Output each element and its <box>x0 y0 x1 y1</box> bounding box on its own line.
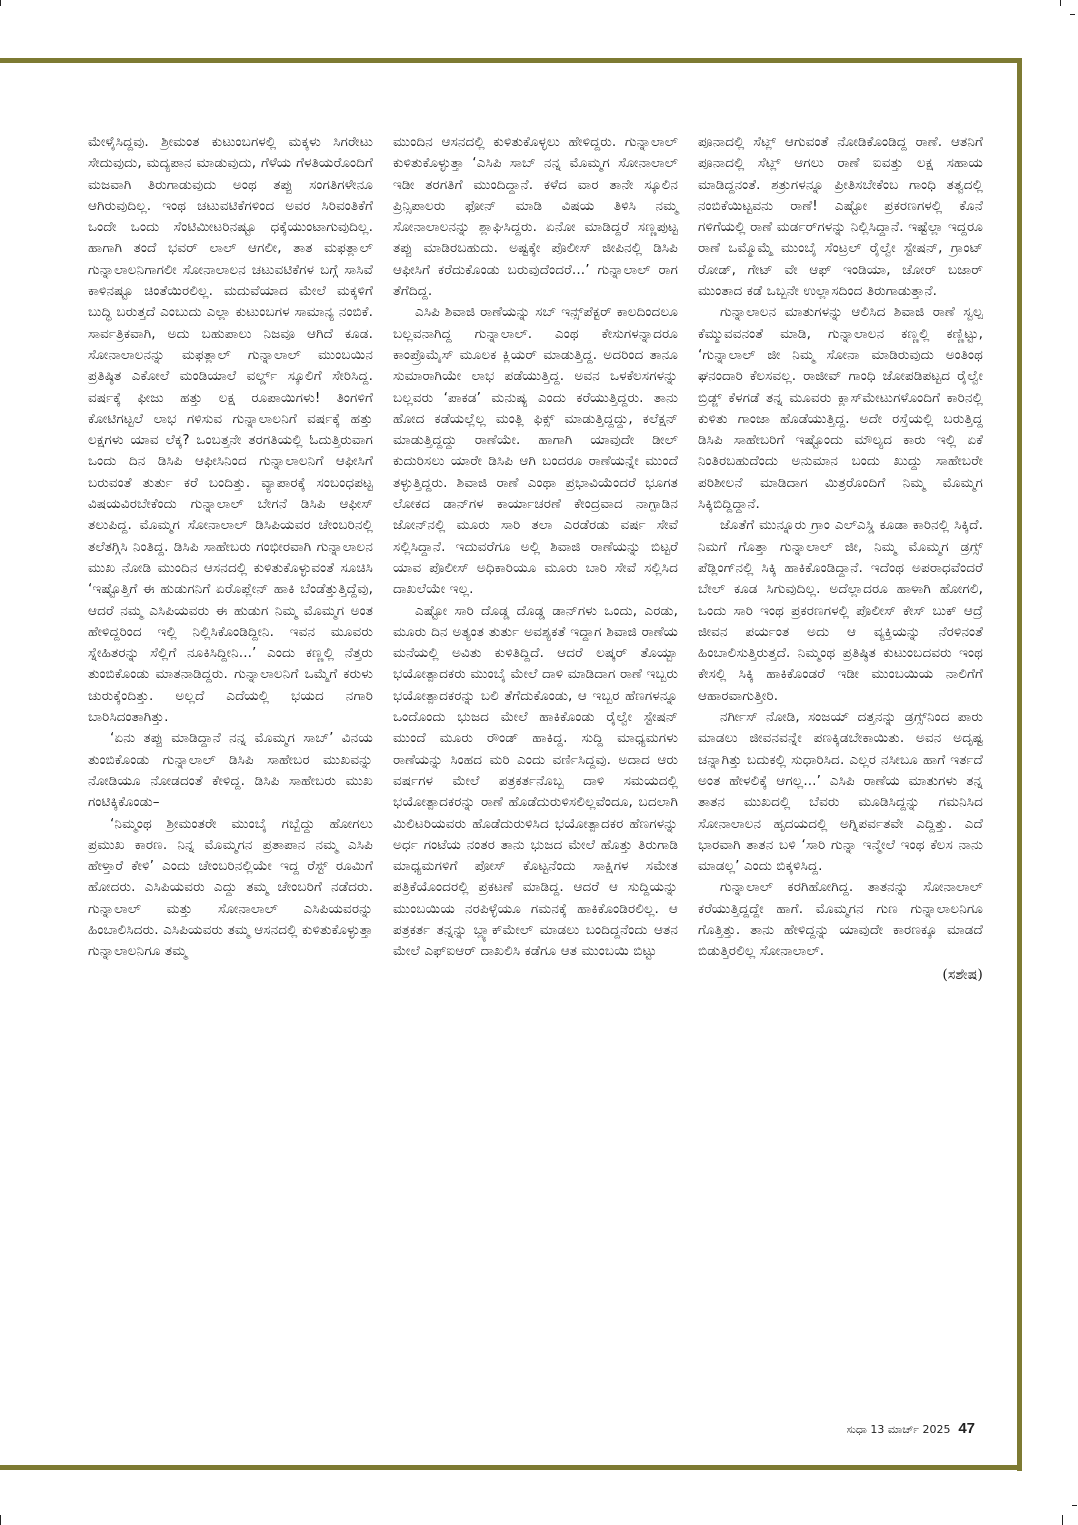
paragraph: ಎಸಿಪಿ ಶಿವಾಜಿ ರಾಣೆಯನ್ನು ಸಬ್ ಇನ್ಸ್‌ಪೆಕ್ಟರ್ ಕಾಲದಿಂದಲೂ ಬಲ್ಲವನಾಗಿದ್ದ ಗುನ್ನಾಲಾಲ್. ಎಂಥ ಕೇಸುಗಳನ್ನಾದರೂ ಕಾಂಪ್ರೊಮೈಸ್ ಮೂಲಕ ಕ್ಲಿಯರ್ ಮಾಡುತ್ತಿದ್ದ. ಅದರಿಂದ ತಾನೂ ಸುಮಾರಾಗಿಯೇ ಲಾಭ ಪಡೆಯುತ್ತಿದ್ದ. ಅವನ ಒಳಕೆಲಸಗಳನ್ನು ಬಲ್ಲವರು ‘ಪಾಕಡ’ ಮನುಷ್ಯ ಎಂದು ಕರೆಯುತ್ತಿದ್ದರು. ತಾನು ಹೋದ ಕಡೆಯಲ್ಲೆಲ್ಲ ಮಂತ್ಲಿ ಫಿಕ್ಸ್ ಮಾಡುತ್ತಿದ್ದದ್ದು, ಕಲೆಕ್ಷನ್ ಮಾಡುತ್ತಿದ್ದದ್ದು ರಾಣೆಯೇ. ಹಾಗಾಗಿ ಯಾವುದೇ ಡೀಲ್ ಕುದುರಿಸಲು ಯಾರೇ ಡಿಸಿಪಿ ಆಗಿ ಬಂದರೂ ರಾಣೆಯನ್ನೇ ಮುಂದೆ ತಳ್ಳುತ್ತಿದ್ದರು. ಶಿವಾಜಿ ರಾಣೆ ಎಂಥಾ ಪ್ರಭಾವಿಯೆಂದರೆ ಭೂಗತ ಲೋಕದ ಡಾನ್‌ಗಳ ಕಾರ್ಯಾಚರಣೆ ಕೇಂದ್ರವಾದ ನಾಗ್ಪಾಡಿನ ಜೋನ್‌ನಲ್ಲಿ ಮೂರು ಸಾರಿ ತಲಾ ಎರಡೆರಡು ವರ್ಷ ಸೇವೆ ಸಲ್ಲಿಸಿದ್ದಾನೆ. ಇದುವರೆಗೂ ಅಲ್ಲಿ ಶಿವಾಜಿ ರಾಣೆಯನ್ನು ಬಿಟ್ಟರೆ ಯಾವ ಪೊಲೀಸ್ ಅಧಿಕಾರಿಯೂ ಮೂರು ಬಾರಿ ಸೇವೆ ಸಲ್ಲಿಸಿದ ದಾಖಲೆಯೇ ಇಲ್ಲ. <box>393 304 678 598</box>
to-be-continued-label: (ಸಶೇಷ) <box>942 966 983 983</box>
paragraph: ಮುಂದಿನ ಆಸನದಲ್ಲಿ ಕುಳಿತುಕೊಳ್ಳಲು ಹೇಳಿದ್ದರು. ಗುನ್ನಾಲಾಲ್ ಕುಳಿತುಕೊಳ್ಳುತ್ತಾ ‘ಎಸಿಪಿ ಸಾಬ್ ನನ್ನ ಮೊಮ್ಮಗ ಸೋನಾಲಾಲ್ ಇಡೀ ತರಗತಿಗೆ ಮುಂದಿದ್ದಾನೆ. ಕಳೆದ ವಾರ ತಾನೇ ಸ್ಕೂಲಿನ ಪ್ರಿನ್ಸಿಪಾಲರು ಫೋನ್ ಮಾಡಿ ವಿಷಯ ತಿಳಿಸಿ ನಮ್ಮ ಸೋನಾಲಾಲನನ್ನು ಶ್ಲಾಘಿಸಿದ್ದರು. ಏನೋ ಮಾಡಿದ್ದರೆ ಸಣ್ಣಪುಟ್ಟ ತಪ್ಪು ಮಾಡಿರಬಹುದು. ಅಷ್ಟಕ್ಕೇ ಪೊಲೀಸ್ ಜೀಪಿನಲ್ಲಿ ಡಿಸಿಪಿ ಆಫೀಸಿಗೆ ಕರೆದುಕೊಂಡು ಬರುವುದೆಂದರೆ...’ ಗುನ್ನಾಲಾಲ್ ರಾಗ ತೆಗೆದಿದ್ದ. <box>393 134 678 300</box>
article-column-1 <box>88 132 373 986</box>
page-frame-bottom-border <box>0 1465 1022 1470</box>
page-frame-top-border <box>0 58 1022 63</box>
publication-date-label: ಸುಧಾ 13 ಮಾರ್ಚ್ 2025 <box>846 1423 951 1436</box>
crop-mark <box>1072 1505 1077 1506</box>
article-column-3 <box>698 132 983 986</box>
paragraph: ಎಷ್ಟೋ ಸಾರಿ ದೊಡ್ಡ ದೊಡ್ಡ ಡಾನ್‌ಗಳು ಒಂದು, ಎರಡು, ಮೂರು ದಿನ ಅತ್ಯಂತ ತುರ್ತು ಅವಶ್ಯಕತೆ ಇದ್ದಾಗ ಶಿವಾಜಿ ರಾಣೆಯ ಮನೆಯಲ್ಲಿ ಅವಿತು ಕುಳಿತಿದ್ದಿದೆ. ಆದರೆ ಲಷ್ಕರ್ ತೊಯ್ಬಾ ಭಯೋತ್ಪಾದಕರು ಮುಂಬೈ ಮೇಲೆ ದಾಳಿ ಮಾಡಿದಾಗ ರಾಣೆ ಇಬ್ಬರು ಭಯೋತ್ಪಾದಕರನ್ನು ಬಲಿ ತೆಗೆದುಕೊಂಡು, ಆ ಇಬ್ಬರ ಹೆಣಗಳನ್ನೂ ಒಂದೊಂದು ಭುಜದ ಮೇಲೆ ಹಾಕಿಕೊಂಡು ರೈಲ್ವೇ ಸ್ಟೇಷನ್ ಮುಂದೆ ಮೂರು ರೌಂಡ್ ಹಾಕಿದ್ದ. ಸುದ್ದಿ ಮಾಧ್ಯಮಗಳು ರಾಣೆಯನ್ನು ಸಿಂಹದ ಮರಿ ಎಂದು ವರ್ಣಿಸಿದ್ದವು. ಅದಾದ ಆರು ವರ್ಷಗಳ ಮೇಲೆ ಪತ್ರಕರ್ತನೊಬ್ಬ ದಾಳಿ ಸಮಯದಲ್ಲಿ ಭಯೋತ್ಪಾದಕರನ್ನು ರಾಣೆ ಹೊಡೆದುರುಳಿಸಲಿಲ್ಲವೆಂದೂ, ಬದಲಾಗಿ ಮಿಲಿಟರಿಯವರು ಹೊಡೆದುರುಳಿಸಿದ ಭಯೋತ್ಪಾದಕರ ಹೆಣಗಳನ್ನು ಅರ್ಧ ಗಂಟೆಯ ನಂತರ ತಾನು ಭುಜದ ಮೇಲೆ ಹೊತ್ತು ತಿರುಗಾಡಿ ಮಾಧ್ಯಮಗಳಿಗೆ ಪೋಸ್ ಕೊಟ್ಟನೆಂದು ಸಾಕ್ಷಿಗಳ ಸಮೇತ ಪತ್ರಿಕೆಯೊಂದರಲ್ಲಿ ಪ್ರಕಟಣೆ ಮಾಡಿದ್ದ. ಆದರೆ ಆ ಸುದ್ದಿಯನ್ನು ಮುಂಬಯಿಯ ನರಪಿಳ್ಳೆಯೂ ಗಮನಕ್ಕೆ ಹಾಕಿಕೊಂಡಿರಲಿಲ್ಲ. ಆ ಪತ್ರಕರ್ತ ತನ್ನನ್ನು ಬ್ಲ್ಯಾಕ್‌ಮೇಲ್ ಮಾಡಲು ಬಂದಿದ್ದನೆಂದು ಆತನ ಮೇಲೆ ಎಫ್‌ಐಆರ್ ದಾಖಲಿಸಿ ಕಡೆಗೂ ಆತ ಮುಂಬಯಿ ಬಿಟ್ಟು <box>393 602 678 960</box>
paragraph: ‘ಏನು ತಪ್ಪು ಮಾಡಿದ್ದಾನೆ ನನ್ನ ಮೊಮ್ಮಗ ಸಾಬ್’ ವಿನಯ ತುಂಬಿಕೊಂಡು ಗುನ್ನಾಲಾಲ್ ಡಿಸಿಪಿ ಸಾಹೇಬರ ಮುಖವನ್ನು ನೋಡಿಯೂ ನೋಡದಂತೆ ಕೇಳಿದ್ದ. ಡಿಸಿಪಿ ಸಾಹೇಬರು ಮುಖ ಗಂಟಿಕ್ಕಿಕೊಂಡು– <box>88 730 373 811</box>
crop-mark <box>0 1515 1 1525</box>
crop-mark <box>0 0 1 6</box>
paragraph: ನರ್ಗೀಸ್ ನೋಡಿ, ಸಂಜಯ್ ದತ್ತನನ್ನು ಡ್ರಗ್ಸ್‌ನಿಂದ ಪಾರು ಮಾಡಲು ಜೀವನವನ್ನೇ ಪಣಕ್ಕಿಡಬೇಕಾಯಿತು. ಅವನ ಅದೃಷ್ಟ ಚನ್ನಾಗಿತ್ತು ಬದುಕಲ್ಲಿ ಸುಧಾರಿಸಿದ. ಎಲ್ಲರ ನಸೀಬೂ ಹಾಗೆ ಇರ್ತದೆ ಅಂತ ಹೇಳಲಿಕ್ಕೆ ಆಗಲ್ಲ...’ ಎಸಿಪಿ ರಾಣೆಯ ಮಾತುಗಳು ತನ್ನ ತಾತನ ಮುಖದಲ್ಲಿ ಬೆವರು ಮೂಡಿಸಿದ್ದನ್ನು ಗಮನಿಸಿದ ಸೋನಾಲಾಲನ ಹೃದಯದಲ್ಲಿ ಅಗ್ನಿಪರ್ವತವೇ ಎದ್ದಿತ್ತು. ಎದೆ ಭಾರವಾಗಿ ತಾತನ ಬಳಿ ‘ಸಾರಿ ಗುನ್ನಾ ಇನ್ಮೇಲೆ ಇಂಥ ಕೆಲಸ ನಾನು ಮಾಡಲ್ಲ’ ಎಂದು ಬಿಕ್ಕಳಿಸಿದ್ದ. <box>698 709 983 875</box>
page-footer <box>720 1420 975 1437</box>
paragraph: ಜೊತೆಗೆ ಮುನ್ನೂರು ಗ್ರಾಂ ಎಲ್‌ಎಸ್ಡಿ ಕೂಡಾ ಕಾರಿನಲ್ಲಿ ಸಿಕ್ಕಿದೆ. ನಿಮಗೆ ಗೊತ್ತಾ ಗುನ್ನಾಲಾಲ್ ಜೀ, ನಿಮ್ಮ ಮೊಮ್ಮಗ ಡ್ರಗ್ಸ್ ಪೆಡ್ಲಿಂಗ್‌ನಲ್ಲಿ ಸಿಕ್ಕಿ ಹಾಕಿಕೊಂಡಿದ್ದಾನೆ. ಇದೆಂಥ ಅಪರಾಧವೆಂದರೆ ಬೇಲ್ ಕೂಡ ಸಿಗುವುದಿಲ್ಲ. ಅದೆಲ್ಲಾದರೂ ಹಾಳಾಗಿ ಹೋಗಲಿ, ಒಂದು ಸಾರಿ ಇಂಥ ಪ್ರಕರಣಗಳಲ್ಲಿ ಪೊಲೀಸ್ ಕೇಸ್ ಬುಕ್ ಆದ್ರೆ ಜೀವನ ಪರ್ಯಂತ ಅದು ಆ ವ್ಯಕ್ತಿಯನ್ನು ನೆರಳಿನಂತೆ ಹಿಂಬಾಲಿಸುತ್ತಿರುತ್ತದೆ. ನಿಮ್ಮಂಥ ಪ್ರತಿಷ್ಠಿತ ಕುಟುಂಬದವರು ಇಂಥ ಕೇಸಲ್ಲಿ ಸಿಕ್ಕಿ ಹಾಕಿಕೊಂಡರೆ ಇಡೀ ಮುಂಬಯಿಯ ನಾಲಿಗೆಗೆ ಆಹಾರವಾಗುತ್ತೀರಿ. <box>698 517 983 704</box>
crop-mark <box>1062 1515 1063 1525</box>
paragraph: ಮೇಳೈಸಿದ್ದವು. ಶ್ರೀಮಂತ ಕುಟುಂಬಗಳಲ್ಲಿ ಮಕ್ಕಳು ಸಿಗರೇಟು ಸೇದುವುದು, ಮದ್ಯಪಾನ ಮಾಡುವುದು, ಗೆಳೆಯ ಗೆಳತಿಯರೊಂದಿಗೆ ಮಜವಾಗಿ ತಿರುಗಾಡುವುದು ಅಂಥ ತಪ್ಪು ಸಂಗತಿಗಳೇನೂ ಆಗಿರುವುದಿಲ್ಲ. ಇಂಥ ಚಟುವಟಿಕೆಗಳಿಂದ ಅವರ ಸಿರಿವಂತಿಕೆಗೆ ಒಂದೇ ಒಂದು ಸೆಂಟಿಮೀಟರಿನಷ್ಟೂ ಧಕ್ಕೆಯುಂಟಾಗುವುದಿಲ್ಲ. ಹಾಗಾಗಿ ತಂದೆ ಭವರ್ ಲಾಲ್ ಆಗಲೀ, ತಾತ ಮಫತ್ಲಾಲ್ ಗುನ್ನಾಲಾಲನಿಗಾಗಲೀ ಸೋನಾಲಾಲನ ಚಟುವಟಿಕೆಗಳ ಬಗ್ಗೆ ಸಾಸಿವೆ ಕಾಳಿನಷ್ಟೂ ಚಿಂತೆಯಿರಲಿಲ್ಲ. ಮದುವೆಯಾದ ಮೇಲೆ ಮಕ್ಕಳಿಗೆ ಬುದ್ಧಿ ಬರುತ್ತದೆ ಎಂಬುದು ಎಲ್ಲಾ ಕುಟುಂಬಗಳ ಸಾಮಾನ್ಯ ನಂಬಿಕೆ. ಸಾರ್ವತ್ರಿಕವಾಗಿ, ಅದು ಬಹುಪಾಲು ನಿಜವೂ ಆಗಿದೆ ಕೂಡ. ಸೋನಾಲಾಲನನ್ನು ಮಫತ್ಲಾಲ್ ಗುನ್ನಾಲಾಲ್ ಮುಂಬಯಿನ ಪ್ರತಿಷ್ಠಿತ ಎಕೋಲೆ ಮಂಡಿಯಾಲೆ ವರ್ಲ್ಡ್ ಸ್ಕೂಲಿಗೆ ಸೇರಿಸಿದ್ದ. ವರ್ಷಕ್ಕೆ ಫೀಜು ಹತ್ತು ಲಕ್ಷ ರೂಪಾಯಿಗಳು! ತಿಂಗಳಿಗೆ ಕೋಟಿಗಟ್ಟಲೆ ಲಾಭ ಗಳಿಸುವ ಗುನ್ನಾಲಾಲನಿಗೆ ವರ್ಷಕ್ಕೆ ಹತ್ತು ಲಕ್ಷಗಳು ಯಾವ ಲೆಕ್ಕ? ಒಂಬತ್ತನೇ ತರಗತಿಯಲ್ಲಿ ಓದುತ್ತಿರುವಾಗ ಒಂದು ದಿನ ಡಿಸಿಪಿ ಆಫೀಸಿನಿಂದ ಗುನ್ನಾಲಾಲನಿಗೆ ಆಫೀಸಿಗೆ ಬರುವಂತೆ ತುರ್ತು ಕರೆ ಬಂದಿತ್ತು. ವ್ಯಾಪಾರಕ್ಕೆ ಸಂಬಂಧಪಟ್ಟ ವಿಷಯವಿರಬೇಕೆಂದು ಗುನ್ನಾಲಾಲ್ ಬೇಗನೆ ಡಿಸಿಪಿ ಆಫೀಸ್ ತಲುಪಿದ್ದ. ಮೊಮ್ಮಗ ಸೋನಾಲಾಲ್ ಡಿಸಿಪಿಯವರ ಚೇಂಬರಿನಲ್ಲಿ ತಲೆತಗ್ಗಿಸಿ ನಿಂತಿದ್ದ. ಡಿಸಿಪಿ ಸಾಹೇಬರು ಗಂಭೀರವಾಗಿ ಗುನ್ನಾಲಾಲನ ಮುಖ ನೋಡಿ ಮುಂದಿನ ಆಸನದಲ್ಲಿ ಕುಳಿತುಕೊಳ್ಳುವಂತೆ ಸೂಚಿಸಿ ‘ಇಷ್ಟೊತ್ತಿಗೆ ಈ ಹುಡುಗನಿಗೆ ಏರೊಪ್ಲೇನ್ ಹಾಕಿ ಬೆಂಡೆತ್ತುತ್ತಿದ್ದೆವು, ಆದರೆ ನಮ್ಮ ಎಸಿಪಿಯವರು ಈ ಹುಡುಗ ನಿಮ್ಮ ಮೊಮ್ಮಗ ಅಂತ ಹೇಳಿದ್ದರಿಂದ ಇಲ್ಲಿ ನಿಲ್ಲಿಸಿಕೊಂಡಿದ್ದೀನಿ. ಇವನ ಮೂವರು ಸ್ನೇಹಿತರನ್ನು ಸೆಲ್ಲಿಗೆ ನೂಕಿಸಿದ್ದೀನಿ...’ ಎಂದು ಕಣ್ಣಲ್ಲಿ ನೆತ್ತರು ತುಂಬಿಕೊಂಡು ಮಾತನಾಡಿದ್ದರು. ಗುನ್ನಾಲಾಲನಿಗೆ ಒಮ್ಮೆಗೆ ಕರುಳು ಚುರುಕ್ಕೆಂದಿತ್ತು. ಅಲ್ಲದೆ ಎದೆಯಲ್ಲಿ ಭಯದ ನಗಾರಿ ಬಾರಿಸಿದಂತಾಗಿತ್ತು. <box>88 134 373 726</box>
page-number: 47 <box>958 1420 975 1437</box>
paragraph: ‘ನಿಮ್ಮಂಥ ಶ್ರೀಮಂತರೇ ಮುಂಬೈ ಗಬ್ಬೆದ್ದು ಹೋಗಲು ಪ್ರಮುಖ ಕಾರಣ. ನಿನ್ನ ಮೊಮ್ಮಗನ ಪ್ರತಾಪಾನ ನಮ್ಮ ಎಸಿಪಿ ಹೇಳ್ತಾರೆ ಕೇಳಿ’ ಎಂದು ಚೇಂಬರಿನಲ್ಲಿಯೇ ಇದ್ದ ರೆಸ್ಟ್ ರೂಮಿಗೆ ಹೋದರು. ಎಸಿಪಿಯವರು ಎದ್ದು ತಮ್ಮ ಚೇಂಬರಿಗೆ ನಡೆದರು. ಗುನ್ನಾಲಾಲ್ ಮತ್ತು ಸೋನಾಲಾಲ್ ಎಸಿಪಿಯವರನ್ನು ಹಿಂಬಾಲಿಸಿದರು. ಎಸಿಪಿಯವರು ತಮ್ಮ ಆಸನದಲ್ಲಿ ಕುಳಿತುಕೊಳ್ಳುತ್ತಾ ಗುನ್ನಾಲಾಲನಿಗೂ ತಮ್ಮ <box>88 815 373 960</box>
page-frame-right-border <box>1017 58 1022 1471</box>
crop-mark <box>1070 14 1075 15</box>
crop-mark <box>1060 0 1061 6</box>
article-column-2 <box>393 132 678 986</box>
paragraph: ಗುನ್ನಾಲಾಲ್ ಕರಗಿಹೋಗಿದ್ದ. ತಾತನನ್ನು ಸೋನಾಲಾಲ್ ಕರೆಯುತ್ತಿದ್ದದ್ದೇ ಹಾಗೆ. ಮೊಮ್ಮಗನ ಗುಣ ಗುನ್ನಾಲಾಲನಿಗೂ ಗೊತ್ತಿತ್ತು. ತಾನು ಹೇಳಿದ್ದನ್ನು ಯಾವುದೇ ಕಾರಣಕ್ಕೂ ಮಾಡದೆ ಬಿಡುತ್ತಿರಲಿಲ್ಲ ಸೋನಾಲಾಲ್. <box>698 879 983 960</box>
article-body <box>88 132 983 986</box>
paragraph: ಪೂನಾದಲ್ಲಿ ಸೆಟ್ಲ್ ಆಗುವಂತೆ ನೋಡಿಕೊಂಡಿದ್ದ ರಾಣೆ. ಆತನಿಗೆ ಪೂನಾದಲ್ಲಿ ಸೆಟ್ಲ್ ಆಗಲು ರಾಣೆ ಐವತ್ತು ಲಕ್ಷ ಸಹಾಯ ಮಾಡಿದ್ದನಂತೆ. ಶತ್ರುಗಳನ್ನೂ ಪ್ರೀತಿಸಬೇಕೆಂಬ ಗಾಂಧಿ ತತ್ವದಲ್ಲಿ ನಂಬಿಕೆಯಿಟ್ಟವನು ರಾಣೆ! ಎಷ್ಟೋ ಪ್ರಕರಣಗಳಲ್ಲಿ ಕೊನೆ ಗಳಿಗೆಯಲ್ಲಿ ರಾಣೆ ಮರ್ಡರ್‌ಗಳನ್ನು ನಿಲ್ಲಿಸಿದ್ದಾನೆ. ಇಷ್ಟೆಲ್ಲಾ ಇದ್ದರೂ ರಾಣೆ ಒಮ್ಮೊಮ್ಮೆ ಮುಂಬೈ ಸೆಂಟ್ರಲ್ ರೈಲ್ವೇ ಸ್ಟೇಷನ್, ಗ್ರಾಂಟ್ ರೋಡ್, ಗೇಟ್ ವೇ ಆಫ್ ಇಂಡಿಯಾ, ಚೋರ್ ಬಜಾರ್ ಮುಂತಾದ ಕಡೆ ಒಬ್ಬನೇ ಉಲ್ಲಾಸದಿಂದ ತಿರುಗಾಡುತ್ತಾನೆ. <box>698 134 983 300</box>
paragraph: ಗುನ್ನಾಲಾಲನ ಮಾತುಗಳನ್ನು ಆಲಿಸಿದ ಶಿವಾಜಿ ರಾಣೆ ಸ್ವಲ್ಪ ಕೆಮ್ಮುವವನಂತೆ ಮಾಡಿ, ಗುನ್ನಾಲಾಲನ ಕಣ್ಣಲ್ಲಿ ಕಣ್ಣಿಟ್ಟು, ‘ಗುನ್ನಾಲಾಲ್ ಜೀ ನಿಮ್ಮ ಸೋನಾ ಮಾಡಿರುವುದು ಅಂತಿಂಥ ಘನಂದಾರಿ ಕೆಲಸವಲ್ಲ. ರಾಜೀವ್ ಗಾಂಧಿ ಜೋಪಡಿಪಟ್ಟದ ರೈಲ್ವೇ ಬ್ರಿಡ್ಜ್ ಕೆಳಗಡೆ ತನ್ನ ಮೂವರು ಕ್ಲಾಸ್‌ಮೇಟುಗಳೊಂದಿಗೆ ಕಾರಿನಲ್ಲಿ ಕುಳಿತು ಗಾಂಜಾ ಹೊಡೆಯುತ್ತಿದ್ದ. ಅದೇ ರಸ್ತೆಯಲ್ಲಿ ಬರುತ್ತಿದ್ದ ಡಿಸಿಪಿ ಸಾಹೇಬರಿಗೆ ಇಷ್ಟೊಂದು ಮೌಲ್ಯದ ಕಾರು ಇಲ್ಲಿ ಏಕೆ ನಿಂತಿರಬಹುದೆಂದು ಅನುಮಾನ ಬಂದು ಖುದ್ದು ಸಾಹೇಬರೇ ಪರಿಶೀಲನೆ ಮಾಡಿದಾಗ ಮಿತ್ರರೊಂದಿಗೆ ನಿಮ್ಮ ಮೊಮ್ಮಗ ಸಿಕ್ಕಿಬಿದ್ದಿದ್ದಾನೆ. <box>698 304 983 513</box>
